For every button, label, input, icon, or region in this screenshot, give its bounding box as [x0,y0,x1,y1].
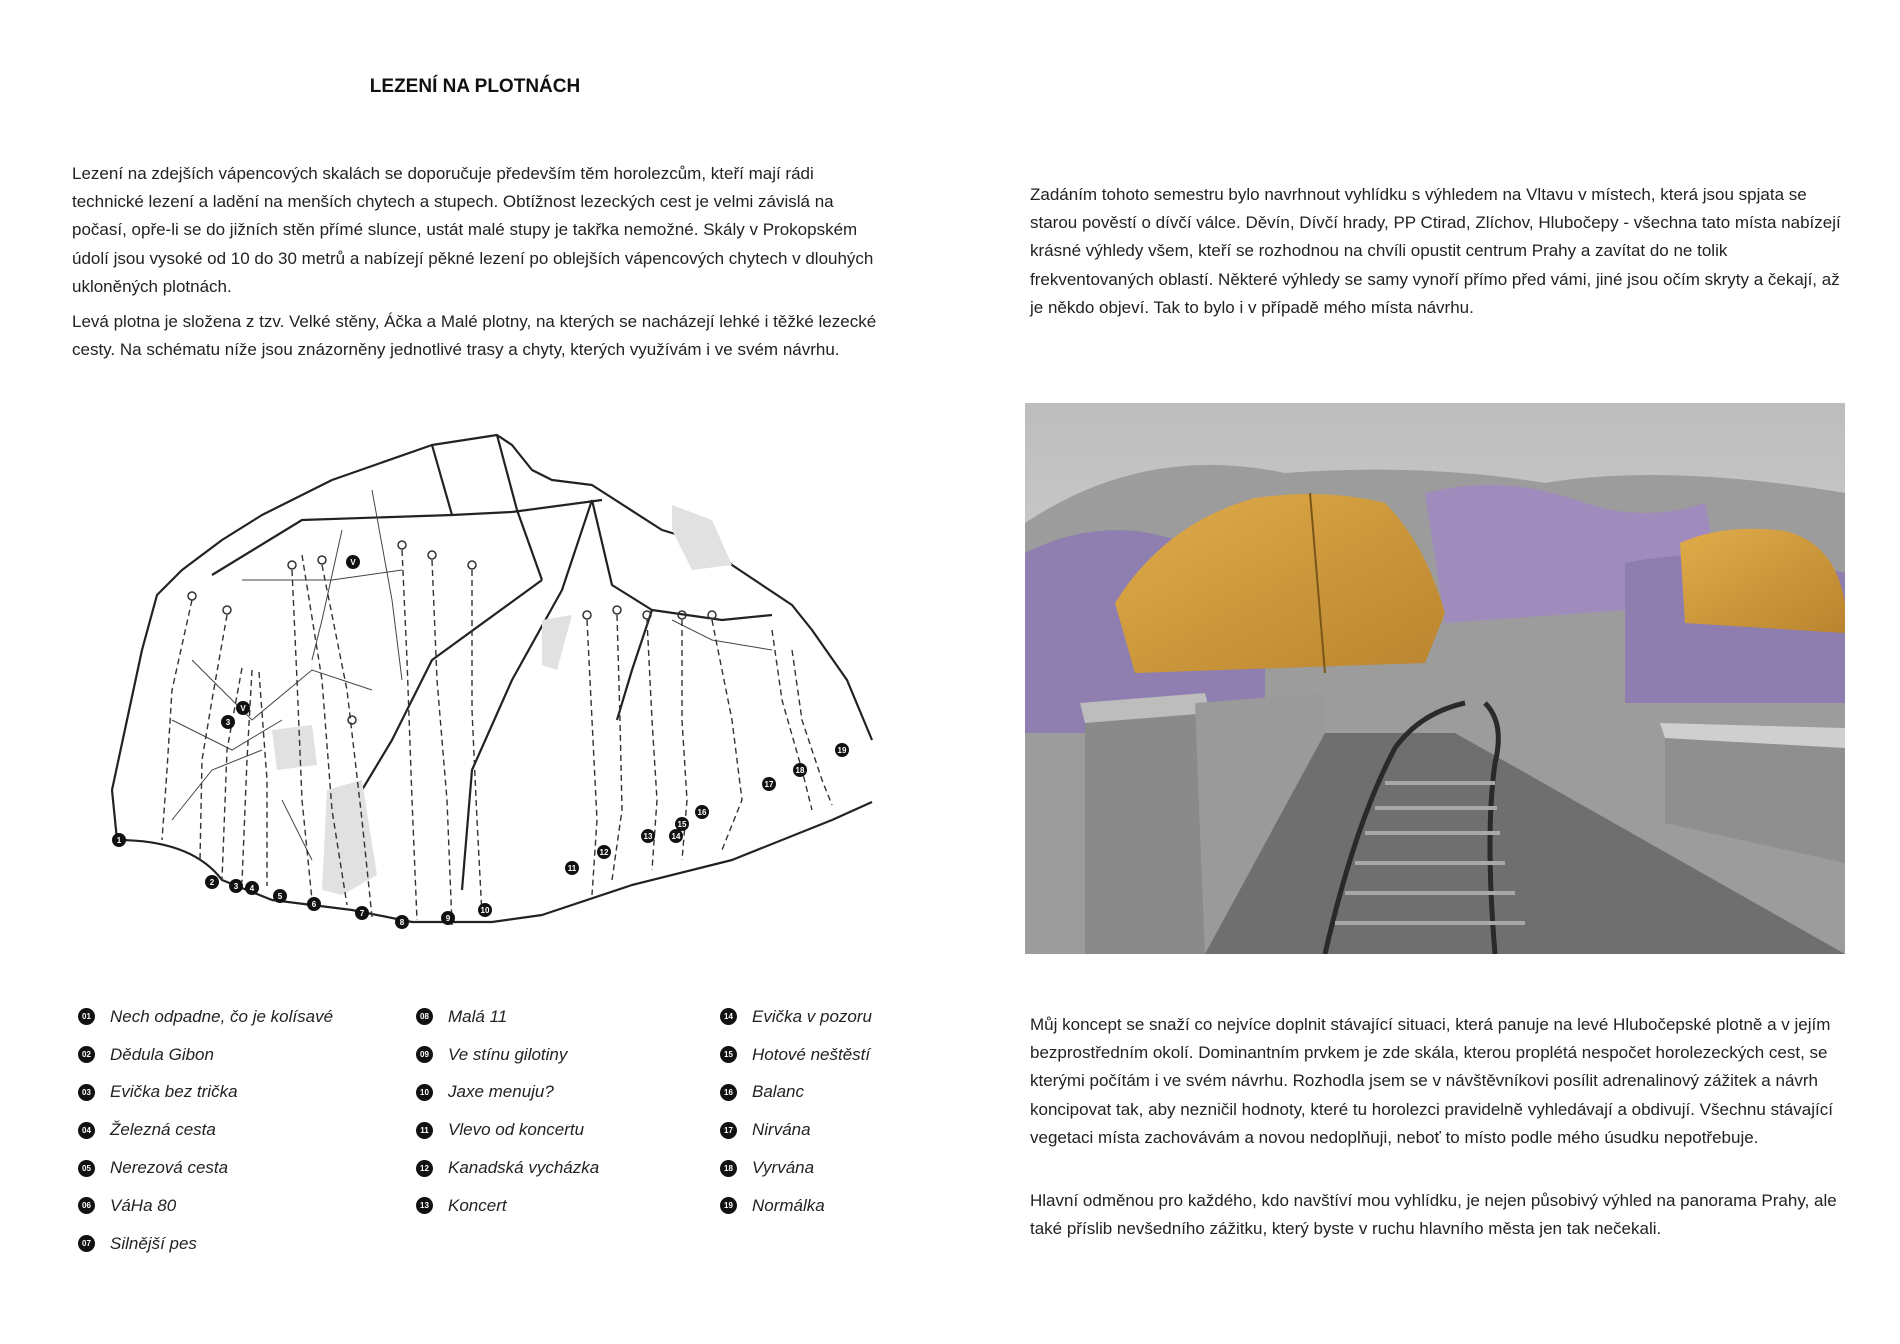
legend-item [78,1225,333,1263]
svg-text:9: 9 [445,914,451,923]
page-title: LEZENÍ NA PLOTNÁCH [369,76,581,97]
legend-label: Nerezová cesta [110,1158,229,1178]
legend-label: Železná cesta [110,1120,216,1140]
legend-item [416,998,599,1036]
legend-number: 12 [416,1160,433,1177]
legend-label: Hotové neštěstí [752,1044,871,1064]
svg-text:19: 19 [837,746,847,755]
legend-number: 01 [78,1008,95,1025]
legend-number: 02 [78,1046,95,1063]
legend-label: Malá 11 [448,1006,508,1026]
legend-item [78,998,333,1036]
route-marker-6 [307,897,321,911]
legend-item [416,1074,599,1112]
svg-text:3: 3 [225,718,231,727]
route-marker-1 [112,833,126,847]
climbing-routes-diagram [72,420,902,950]
legend-label: Vlevo od koncertu [448,1120,585,1140]
legend-number: 06 [78,1197,95,1214]
route-marker-15 [675,817,689,831]
legend-number: 19 [720,1197,737,1214]
svg-text:12: 12 [599,848,609,857]
legend-item [720,1187,872,1225]
legend-label: Vyrvána [752,1158,815,1178]
right-concept-paragraph: Můj koncept se snaží co nejvíce doplnit stávající situaci, která panuje na levé Hlubočepské plotně a v jejím bezprostředním okolí. Dominantním prvkem je zde skála, kterou proplétá nespočet horolezeckých cest, se kterými počítám i ve svém návrhu. Rozhodla jsem se v návštěvníkovi posílit adrenalinový zážitek a návrh koncipovat tak, aby nezničil hodnoty, které tu horolezci pravidelně vyhledávají a obdivují. Všechnu stávající vegetaci místa zachovávám a novou nedoplňuji, neboť to místo podle mého úsudku nepotřebuje. [1030,1015,1833,1147]
legend-item [720,1149,872,1187]
legend-number: 17 [720,1122,737,1139]
legend-number: 09 [416,1046,433,1063]
svg-text:5: 5 [277,892,283,901]
legend-item [416,1111,599,1149]
svg-text:17: 17 [764,780,774,789]
svg-text:11: 11 [567,864,577,873]
legend-number: 10 [416,1084,433,1101]
route-marker-8 [395,915,409,929]
legend-label: Koncert [448,1195,507,1215]
legend-item [720,998,872,1036]
route-marker-5 [273,889,287,903]
legend-item [78,1074,333,1112]
svg-text:6: 6 [311,900,317,909]
route-legend-column-2 [416,998,599,1225]
route-marker-9 [441,911,455,925]
legend-number: 08 [416,1008,433,1025]
legend-label: Silnější pes [110,1233,197,1253]
svg-text:3: 3 [233,882,239,891]
legend-label: Normálka [752,1195,825,1215]
route-legend-column-3 [720,998,872,1225]
svg-text:18: 18 [795,766,805,775]
svg-text:13: 13 [643,832,653,841]
legend-label: Dědula Gibon [110,1044,214,1064]
legend-number: 13 [416,1197,433,1214]
svg-text:2: 2 [209,878,215,887]
legend-label: Nech odpadne, čo je kolísavé [110,1006,334,1026]
route-marker-11 [565,861,579,875]
legend-item [78,1149,333,1187]
svg-text:15: 15 [677,820,687,829]
legend-number: 16 [720,1084,737,1101]
legend-number: 18 [720,1160,737,1177]
legend-item [416,1149,599,1187]
svg-text:14: 14 [671,832,681,841]
legend-label: Ve stínu gilotiny [448,1044,568,1064]
legend-number: 07 [78,1235,95,1252]
route-marker-16 [695,805,709,819]
route-marker-4 [245,881,259,895]
right-intro-paragraph: Zadáním tohoto semestru bylo navrhnout vyhlídku s výhledem na Vltavu v místech, která jsou spjata se starou pověstí o dívčí válce. Děvín, Dívčí hrady, PP Ctirad, Zlíchov, Hlubočepy - všechna tato místa nabízejí krásné výhledy všem, kteří se rozhodnou na chvíli opustit centrum Prahy a zavítat do ne tolik frekventovaných oblastí. Některé výhledy se samy vynoří přímo před vámi, jiné jsou očím skryty a čekají, až je někdo objeví. Tak to bylo i v případě mého místa návrhu. [1030,185,1841,317]
route-marker-10 [478,903,492,917]
svg-text:V: V [240,704,246,713]
svg-text:10: 10 [480,906,490,915]
route-legend-column-1 [78,998,333,1263]
svg-text:7: 7 [359,909,365,918]
legend-number: 04 [78,1122,95,1139]
legend-item [78,1036,333,1074]
svg-text:4: 4 [249,884,255,893]
route-marker-19 [835,743,849,757]
route-marker-7 [355,906,369,920]
route-marker-17 [762,777,776,791]
legend-label: Nirvána [752,1120,811,1140]
legend-item [416,1036,599,1074]
legend-item [78,1111,333,1149]
route-marker-3 [229,879,243,893]
legend-item [416,1187,599,1225]
svg-text:8: 8 [399,918,405,927]
legend-number: 14 [720,1008,737,1025]
route-marker-v-left [236,701,250,715]
left-paragraph-2: Levá plotna je složena z tzv. Velké stěny, Áčka a Malé plotny, na kterých se nacházejí lehké i těžké lezecké cesty. Na schématu níže jsou znázorněny jednotlivé trasy a chyty, kterých využívám i ve svém návrhu. [72,312,877,360]
route-marker-18 [793,763,807,777]
legend-number: 15 [720,1046,737,1063]
svg-text:1: 1 [116,836,122,845]
route-marker-2 [205,875,219,889]
left-paragraph-1: Lezení na zdejších vápencových skalách se doporučuje především těm horolezcům, kteří mají rádi technické lezení a ladění na menších chytech a stupech. Obtížnost lezeckých cest je velmi závislá na počasí, opře-li se do jižních stěn přímé slunce, ustát malé stupy je takřka nemožné. Skály v Prokopském údolí jsou vysoké od 10 do 30 metrů a nabízejí pěkné lezení po oblejších vápencových chytech v dlouhých ukloněných plotnách. [72,164,874,296]
route-marker-v-top [346,555,360,569]
legend-label: Jaxe menuju? [448,1082,554,1102]
right-reward-paragraph: Hlavní odměnou pro každého, kdo navštíví mou vyhlídku, je nejen působivý výhled na panorama Prahy, ale také příslib nevšedního zážitku, který byste v ruchu hlavního města jen tak nečekali. [1030,1191,1837,1239]
legend-label: Balanc [752,1082,804,1102]
legend-item [720,1111,872,1149]
railway-rock-photo [1025,403,1845,954]
legend-number: 11 [416,1122,433,1139]
legend-item [720,1036,872,1074]
legend-label: VáHa 80 [110,1195,177,1215]
legend-label: Evička v pozoru [752,1006,872,1026]
route-marker-12 [597,845,611,859]
legend-number: 03 [78,1084,95,1101]
route-marker-14 [669,829,683,843]
route-marker-13 [641,829,655,843]
legend-number: 05 [78,1160,95,1177]
legend-label: Evička bez trička [110,1082,238,1102]
legend-item [720,1074,872,1112]
svg-text:16: 16 [697,808,707,817]
legend-label: Kanadská vycházka [448,1158,600,1178]
legend-item [78,1187,333,1225]
svg-text:V: V [350,558,356,567]
route-marker-3-upper [221,715,235,729]
